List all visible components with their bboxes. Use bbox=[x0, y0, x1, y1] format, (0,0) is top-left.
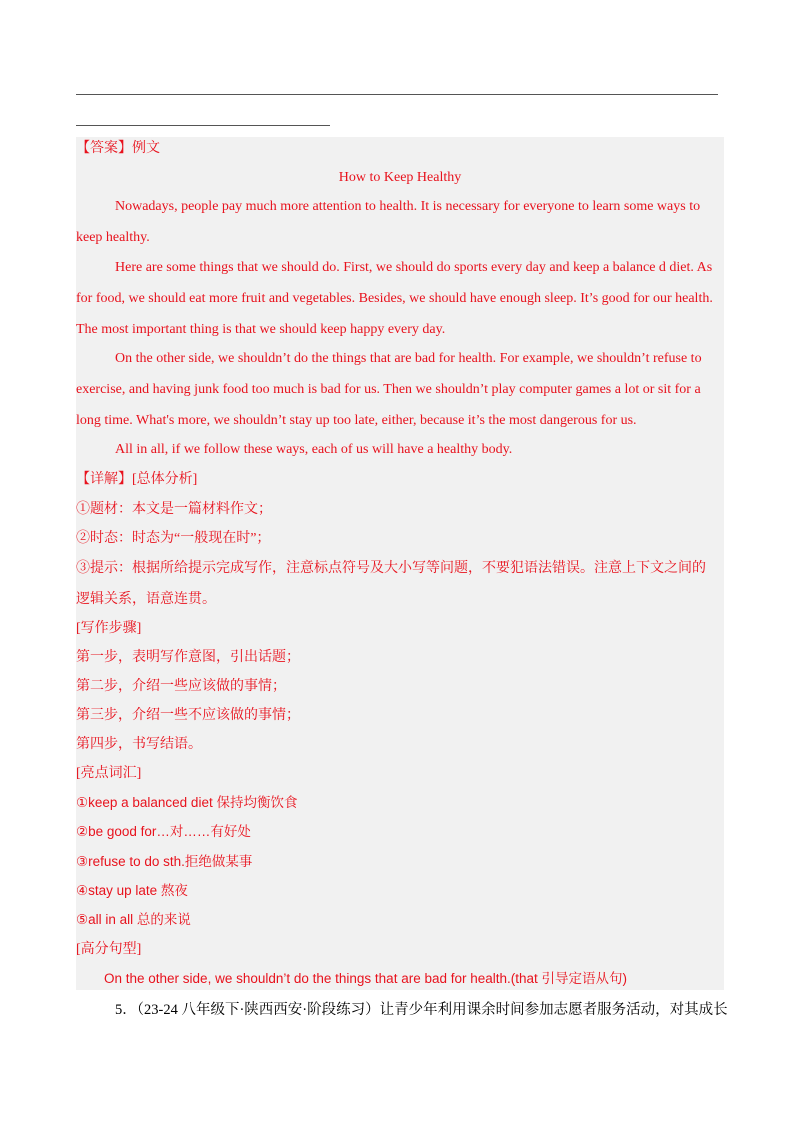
vocab-item-5: ⑤all in all 总的来说 bbox=[76, 912, 191, 927]
essay-paragraph-2-line-1: Here are some things that we should do. First, we should do sports every day and keep a balance d diet. As bbox=[115, 260, 713, 275]
analysis-item-1: ①题材：本文是一篇材料作文； bbox=[76, 502, 272, 517]
vocab-item-2: ②be good for…对……有好处 bbox=[76, 824, 251, 839]
essay-paragraph-3-line-3: long time. What's more, we shouldn’t stay up too late, either, because it’s the most dangerous for us. bbox=[76, 413, 637, 428]
essay-paragraph-1-line-1: Nowadays, people pay much more attention to health. It is necessary for everyone to learn some ways to bbox=[115, 199, 701, 214]
essay-paragraph-3-line-1: On the other side, we shouldn’t do the things that are bad for health. For example, we shouldn’t refuse to bbox=[115, 351, 702, 366]
essay-paragraph-2-line-2: for food, we should eat more fruit and vegetables. Besides, we should have enough sleep. It’s good for our health. bbox=[76, 291, 713, 306]
step-2: 第二步，介绍一些应该做的事情； bbox=[76, 679, 286, 694]
sentences-label: [高分句型] bbox=[76, 942, 142, 957]
step-4: 第四步，书写结语。 bbox=[76, 737, 202, 752]
essay-paragraph-2-line-3: The most important thing is that we should keep happy every day. bbox=[76, 322, 446, 337]
answer-line-2 bbox=[76, 125, 330, 126]
answer-label: 【答案】例文 bbox=[76, 141, 160, 156]
question-5-stem: 5．（23-24 八年级下·陕西西安·阶段练习）让青少年利用课余时间参加志愿者服务活动，对其成长 bbox=[115, 1002, 728, 1018]
sentence-1: On the other side, we shouldn’t do the things that are bad for health.(that 引导定语从句) bbox=[104, 971, 628, 986]
answer-line-1 bbox=[76, 94, 718, 95]
vocab-label: [亮点词汇] bbox=[76, 766, 142, 781]
analysis-item-2: ②时态：时态为“一般现在时”； bbox=[76, 531, 271, 546]
steps-label: [写作步骤] bbox=[76, 621, 142, 636]
essay-paragraph-1-line-2: keep healthy. bbox=[76, 230, 150, 245]
vocab-item-4: ④stay up late 熬夜 bbox=[76, 883, 188, 898]
analysis-item-3-line-2: 逻辑关系，语意连贯。 bbox=[76, 592, 216, 607]
step-3: 第三步，介绍一些不应该做的事情； bbox=[76, 708, 300, 723]
vocab-item-1: ①keep a balanced diet 保持均衡饮食 bbox=[76, 795, 298, 810]
vocab-item-3: ③refuse to do sth.拒绝做某事 bbox=[76, 854, 253, 869]
analysis-label: 【详解】[总体分析] bbox=[76, 472, 198, 487]
essay-title: How to Keep Healthy bbox=[338, 170, 462, 185]
essay-paragraph-3-line-2: exercise, and having junk food too much is bad for us. Then we shouldn’t play computer games a lot or sit for a bbox=[76, 382, 701, 397]
essay-paragraph-4-line-1: All in all, if we follow these ways, each of us will have a healthy body. bbox=[115, 442, 513, 457]
step-1: 第一步，表明写作意图，引出话题； bbox=[76, 650, 300, 665]
analysis-item-3-line-1: ③提示：根据所给提示完成写作，注意标点符号及大小写等问题，不要犯语法错误。注意上下文之间的 bbox=[76, 561, 706, 576]
